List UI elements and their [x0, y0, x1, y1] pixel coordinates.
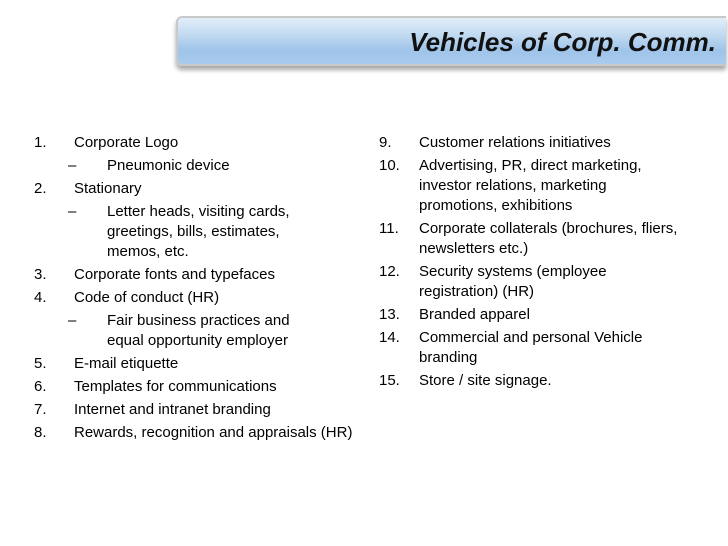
list-item-3 [34, 265, 374, 285]
list-item-7 [34, 400, 374, 420]
item-text: Security systems (employee registration) (HR) [419, 263, 607, 300]
item-text: Store / site signage. [419, 372, 552, 389]
list-item-11 [379, 219, 714, 259]
item-text: Corporate collaterals (brochures, fliers, newsletters etc.) [419, 220, 678, 257]
title-bar [176, 16, 726, 66]
list-item-13 [379, 305, 714, 325]
left-list [34, 133, 374, 446]
item-number: 3. [34, 266, 47, 283]
item-number: 4. [34, 289, 47, 306]
sub-item-text: Letter heads, visiting cards, greetings, bills, estimates, memos, etc. [107, 203, 290, 260]
dash-marker: – [68, 203, 77, 220]
item-text: Branded apparel [419, 306, 530, 323]
list-item-12 [379, 262, 714, 302]
item-number: 5. [34, 355, 47, 372]
item-text: Customer relations initiatives [419, 134, 611, 151]
item-number: 12. [379, 263, 400, 280]
item-number: 15. [379, 372, 400, 389]
item-number: 11. [379, 220, 399, 237]
item-number: 9. [379, 134, 392, 151]
sub-item-text: Fair business practices and equal opportunity employer [107, 312, 290, 349]
sub-item [34, 311, 374, 351]
item-text: Internet and intranet branding [74, 401, 271, 418]
item-number: 10. [379, 157, 400, 174]
dash-marker: – [68, 312, 77, 329]
list-item-2 [34, 179, 374, 199]
list-item-5 [34, 354, 374, 374]
item-text: Corporate Logo [74, 134, 179, 151]
item-text: Templates for communications [74, 378, 277, 395]
slide-title: Vehicles of Corp. Comm. [409, 27, 716, 57]
item-text: Rewards, recognition and appraisals (HR) [74, 424, 353, 441]
list-item-10 [379, 156, 714, 216]
sub-item-text: Pneumonic device [107, 157, 230, 174]
list-item-8 [34, 423, 374, 443]
sub-item [34, 202, 374, 262]
item-number: 13. [379, 306, 400, 323]
list-item-4 [34, 288, 374, 308]
item-text: Advertising, PR, direct marketing, investor relations, marketing promotions, exhibitions [419, 157, 642, 214]
item-number: 8. [34, 424, 47, 441]
list-item-15 [379, 371, 714, 391]
list-item-6 [34, 377, 374, 397]
dash-marker: – [68, 157, 77, 174]
item-number: 2. [34, 180, 47, 197]
item-number: 1. [34, 134, 47, 151]
list-item-9 [379, 133, 714, 153]
right-list [379, 133, 714, 394]
item-number: 6. [34, 378, 47, 395]
item-number: 14. [379, 329, 400, 346]
item-text: E-mail etiquette [74, 355, 179, 372]
item-number: 7. [34, 401, 47, 418]
sub-item [34, 156, 374, 176]
list-item-14 [379, 328, 714, 368]
item-text: Commercial and personal Vehicle branding [419, 329, 643, 366]
item-text: Code of conduct (HR) [74, 289, 220, 306]
list-item-1 [34, 133, 374, 153]
item-text: Corporate fonts and typefaces [74, 266, 275, 283]
item-text: Stationary [74, 180, 142, 197]
